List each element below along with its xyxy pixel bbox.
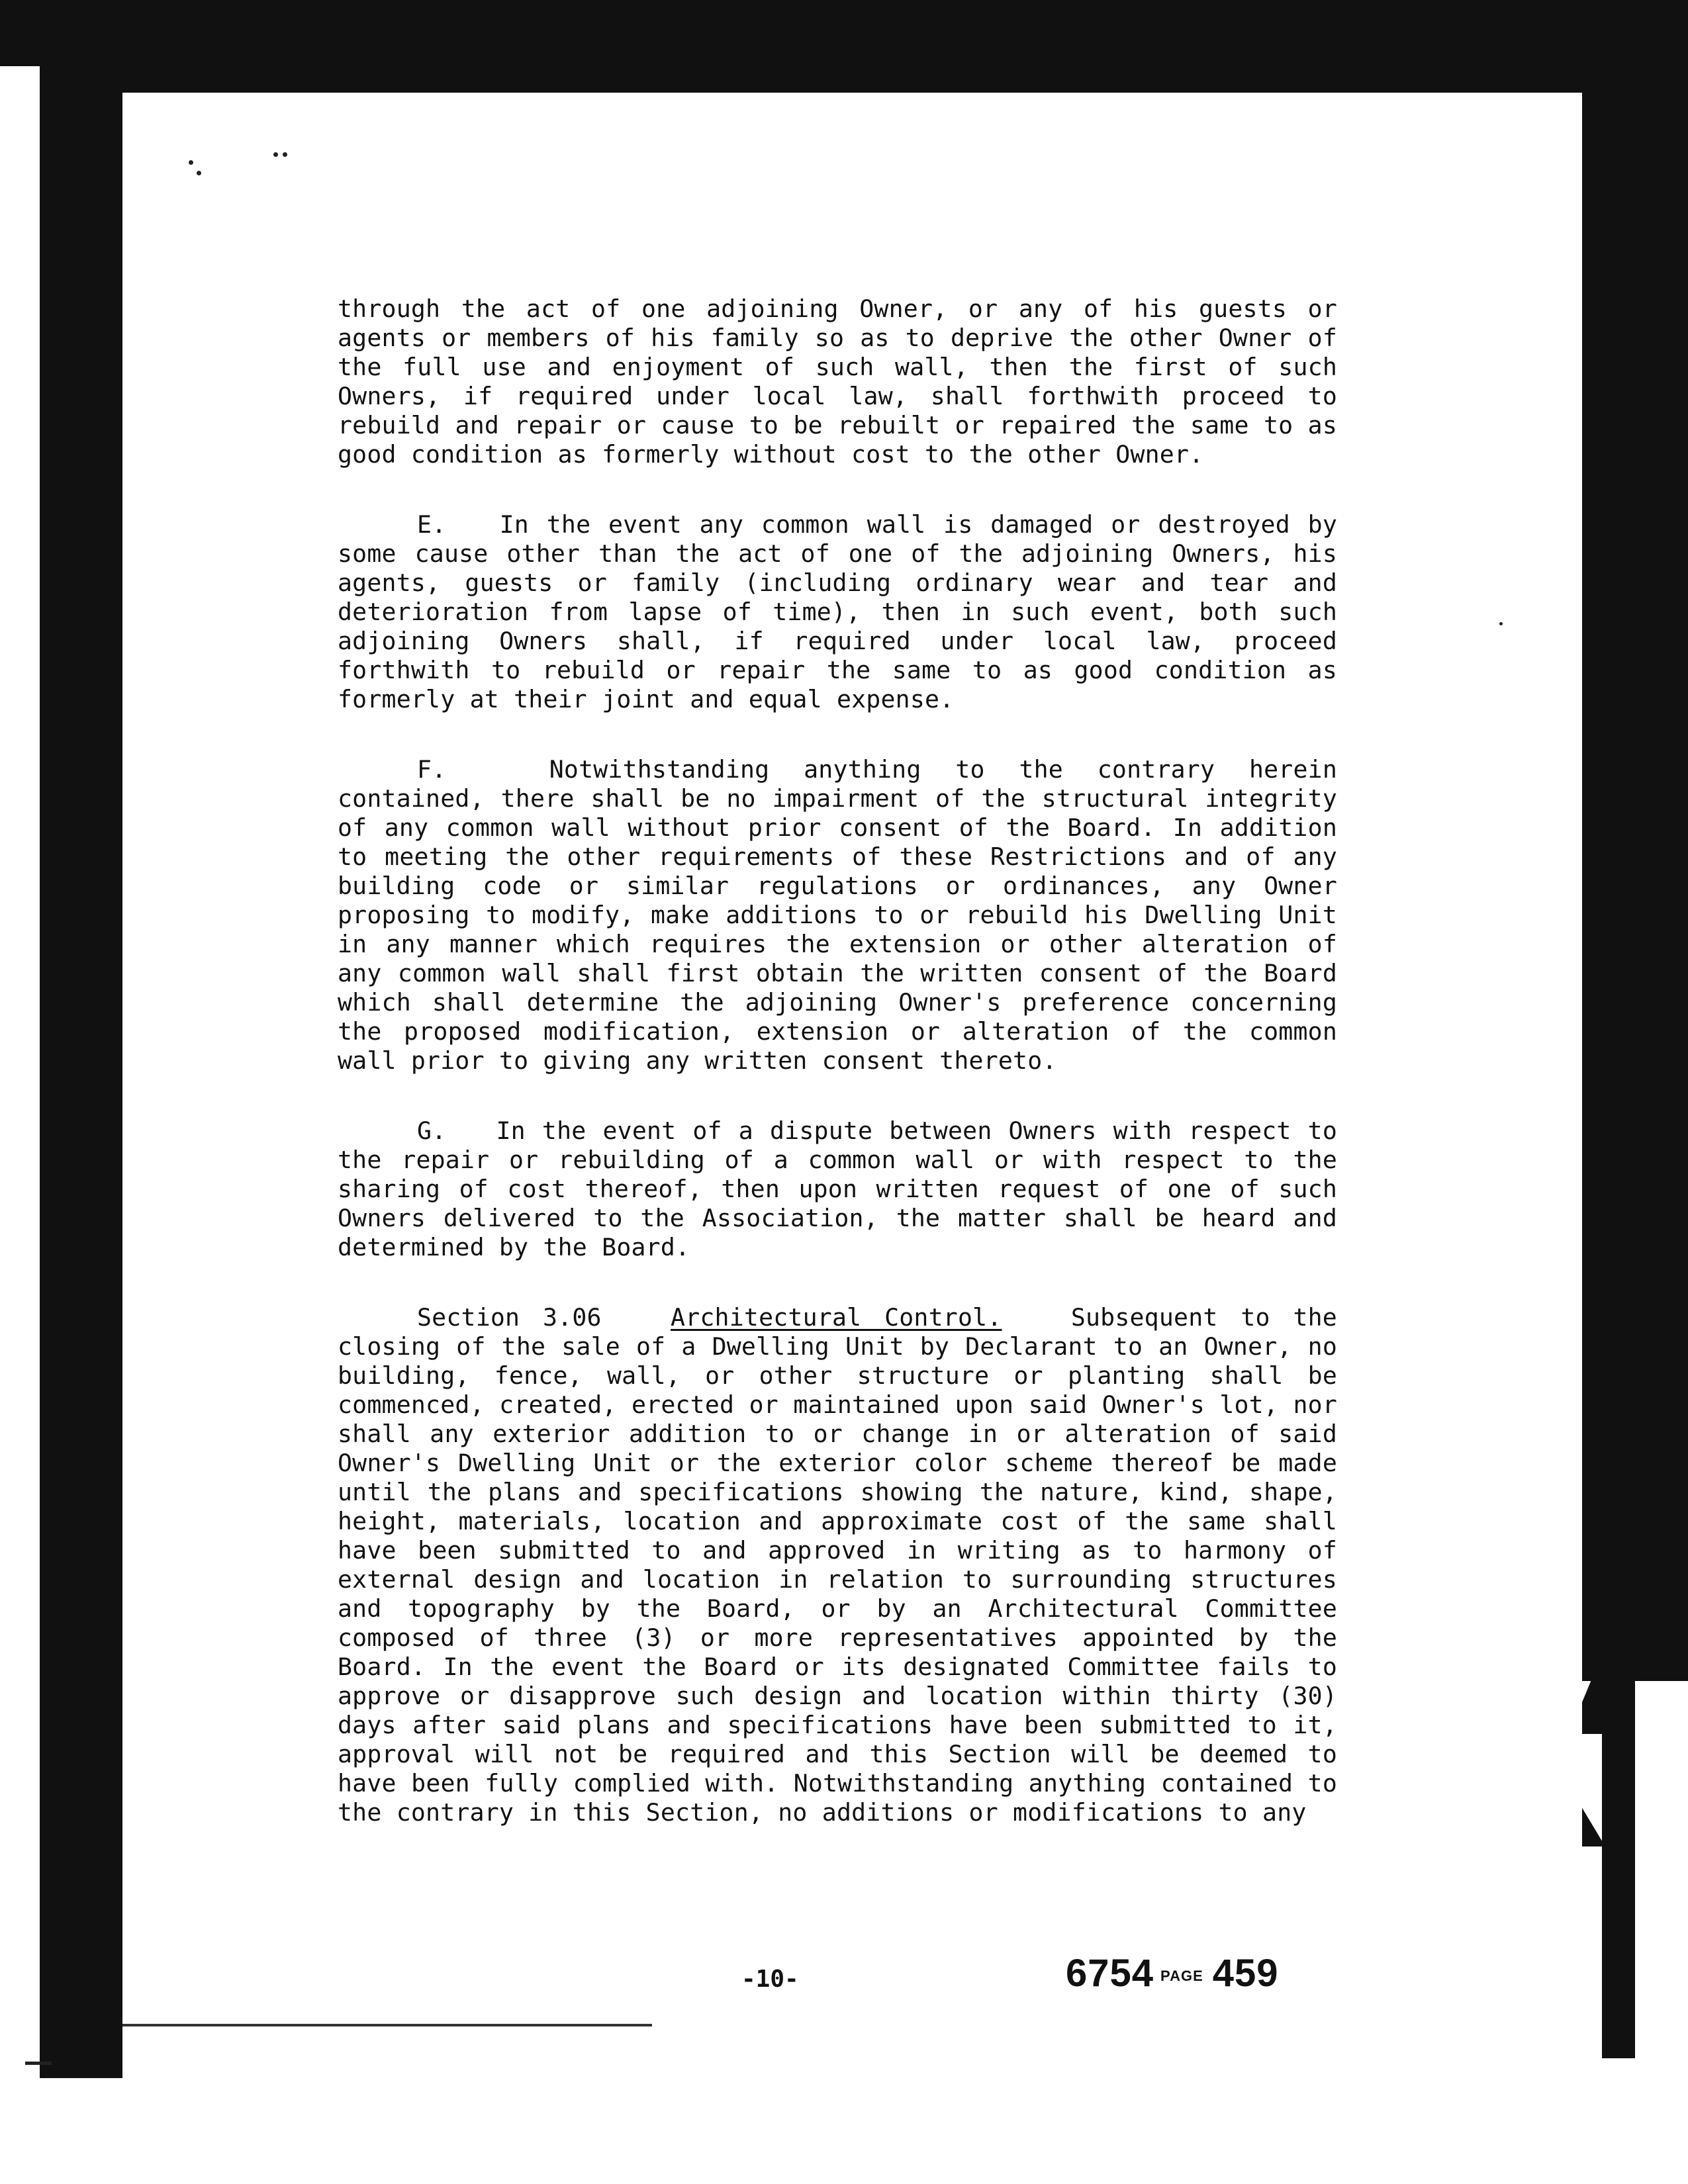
section-text: Subsequent to the closing of the sale of a Dwelling Unit by Declarant to an Owner, no building, fence, wall, or other structure or planting shall be commenced, created, erected or maintained upon said Owner's lot, nor shall any exterior addition to or change in or alteration of said Owner's Dwelling Unit or the exterior color scheme thereof be made until the plans and specifications showing the nature, kind, shape, height, materials, location and approximate cost of the same shall have been submitted to and approved in writing as to harmony of external design and location in relation to surrounding structures and topography by the Board, or by an Architectural Committee composed of three (3) or more representatives appointed by the Board. In the event the Board or its designated Committee fails to approve or disapprove such design and location within thirty (30) days after said plans and specifications have been submitted to it, approval will not be required and this Section will be deemed to have been fully complied with. Notwithstanding anything contained to the contrary in this Section, no additions or modifications to any — [338, 1303, 1337, 1827]
section-number: Section 3.06 — [417, 1303, 602, 1332]
page-number: -10- — [741, 1966, 799, 1993]
paragraph-label: G. — [417, 1116, 447, 1145]
document-body — [338, 295, 1337, 1868]
scan-speck — [189, 160, 193, 165]
scan-mark-left — [25, 2062, 52, 2065]
book-number: 6754 — [1066, 1952, 1154, 1995]
paragraph-text: In the event of a dispute between Owners with respect to the repair or rebuilding of a common wall or with respect to the sharing of cost thereof, then upon written request of one of such Owners delivered to the Association, the matter shall be heard and determined by the Board. — [338, 1116, 1337, 1261]
section-title: Architectural Control. — [671, 1303, 1002, 1332]
scan-speck — [197, 171, 201, 175]
scan-border-top-inner — [40, 66, 1688, 93]
paragraph-text: In the event any common wall is damaged or destroyed by some cause other than the act of one of the adjoining Owners, his agents, guests or family (including ordinary wear and tear and deterioration from lapse of time), then in such event, both such adjoining Owners shall, if required under local law, proceed forthwith to rebuild or repair the same to as good condition as formerly at their joint and equal expense. — [338, 510, 1337, 713]
scan-border-right-lower — [1602, 1681, 1635, 2058]
paragraph-label: E. — [417, 510, 447, 539]
paragraph-continued — [338, 295, 1337, 469]
scan-speck — [273, 152, 278, 157]
paragraph-f — [338, 755, 1337, 1075]
paragraph-text: Notwithstanding anything to the contrary herein contained, there shall be no impairment of the structural integrity of any common wall without prior consent of the Board. In addition to meeting the other requirements of these Restrictions and of any building code or similar regulations or ordinances, any Owner proposing to modify, make additions to or rebuild his Dwelling Unit in any manner which requires the extension or other alteration of any common wall shall first obtain the written consent of the Board which shall determine the adjoining Owner's preference concerning the proposed modification, extension or alteration of the common wall prior to giving any written consent thereto. — [338, 755, 1337, 1075]
book-page-number: 459 — [1212, 1952, 1279, 1995]
paragraph-e — [338, 510, 1337, 714]
paragraph-label: F. — [417, 755, 447, 784]
section-3-06 — [338, 1303, 1337, 1827]
scan-speck — [283, 152, 287, 157]
scan-border-left — [40, 66, 122, 2078]
recording-stamp — [1066, 1951, 1279, 1995]
scan-border-right — [1582, 66, 1688, 1681]
scan-border-top — [0, 0, 1688, 66]
scan-bottom-rule — [122, 2024, 652, 2026]
paragraph-g — [338, 1116, 1337, 1262]
paragraph-text: through the act of one adjoining Owner, or any of his guests or agents or members of his family so as to deprive the other Owner of the full use and enjoyment of such wall, then the first of such Owners, if required under local law, shall forthwith proceed to rebuild and repair or cause to be rebuilt or repaired the same to as good condition as formerly without cost to the other Owner. — [338, 295, 1337, 469]
scan-speck — [1499, 622, 1503, 625]
book-page-separator: PAGE — [1160, 1967, 1203, 1984]
